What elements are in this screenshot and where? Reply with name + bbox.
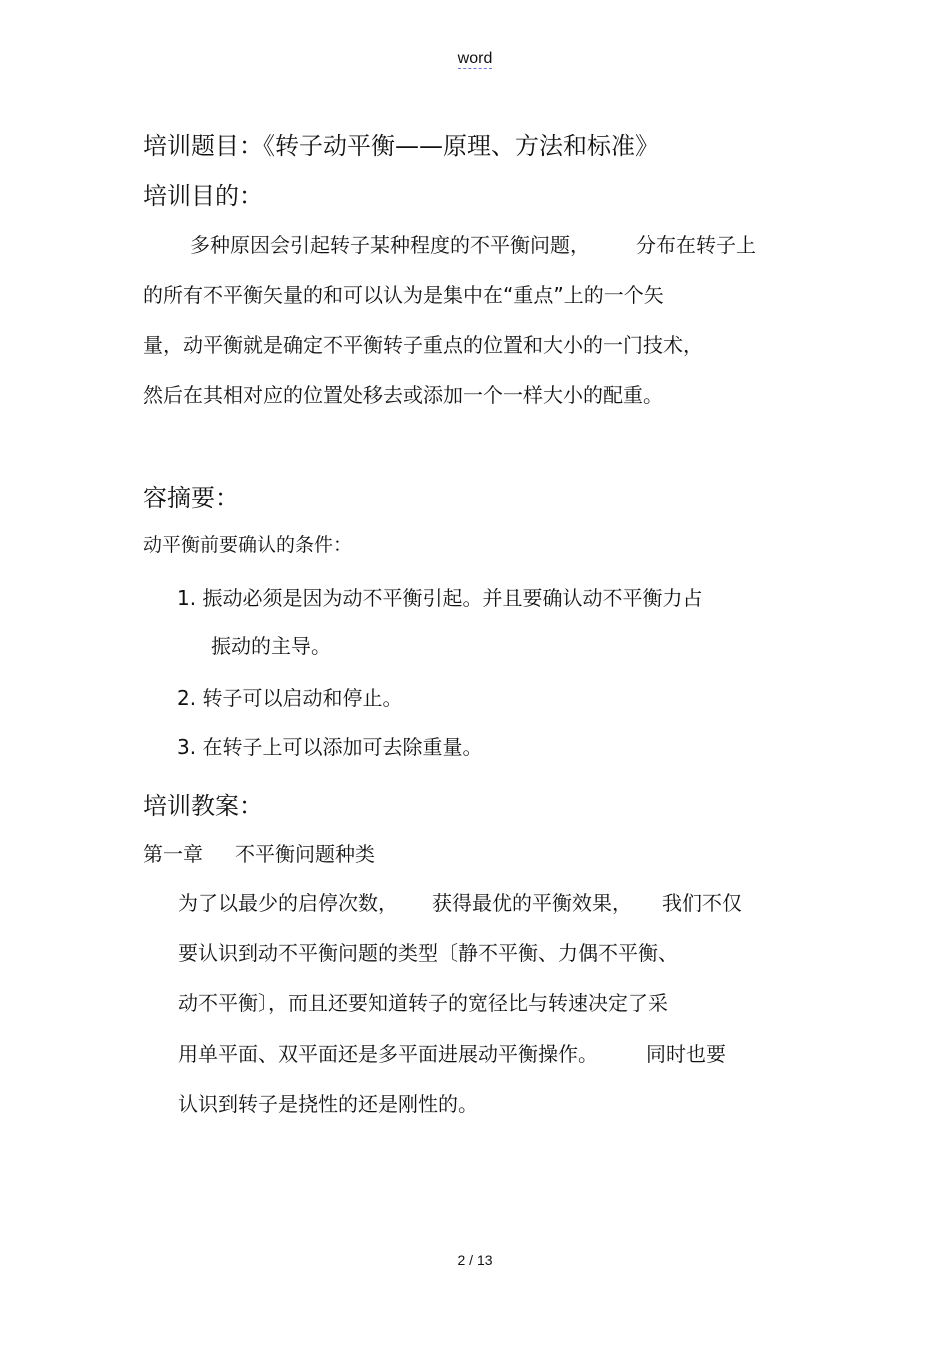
list-item-2-number: 2. [177,686,197,710]
training-goal-heading: 培训目的： [143,182,263,210]
goal-line-1 [190,229,756,258]
list-item-3-number: 3. [177,735,197,759]
list-item-2 [177,682,402,711]
goal-line-1-part-1: 多种原因会引起转子某种程度的不平衡问题， [190,233,590,257]
chapter-heading [143,838,375,867]
plan-line-5: 认识到转子是挠性的还是刚性的。 [178,1092,478,1116]
goal-line-1-part-2: 分布在转子上 [636,233,756,257]
list-item-3-text: 在转子上可以添加可去除重量。 [202,735,483,759]
plan-line-1-part-2: 获得最优的平衡效果， [432,891,632,915]
plan-line-3: 动不平衡〕，而且还要知道转子的宽径比与转速决定了采 [178,991,668,1015]
plan-line-1 [178,887,742,916]
plan-line-1-part-1: 为了以最少的启停次数， [178,891,398,915]
page-number: 2 / 13 [457,1252,493,1268]
list-item-1-number: 1. [177,586,197,610]
goal-line-3: 量，动平衡就是确定不平衡转子重点的位置和大小的一门技术， [143,333,703,357]
goal-line-4: 然后在其相对应的位置处移去或添加一个一样大小的配重。 [143,383,663,407]
chapter-number: 第一章 [143,842,203,866]
list-item-2-text: 转子可以启动和停止。 [202,686,403,710]
list-item-1-continuation: 振动的主导。 [211,634,331,658]
plan-line-4-part-1: 用单平面、双平面还是多平面进展动平衡操作。 [178,1042,598,1066]
summary-intro: 动平衡前要确认的条件： [143,534,353,556]
header-word-link[interactable]: word [457,50,493,67]
goal-line-2: 的所有不平衡矢量的和可以认为是集中在“重点”上的一个矢 [143,283,664,307]
training-title: 培训题目：《转子动平衡——原理、方法和标准》 [143,132,659,160]
plan-heading: 培训教案： [143,792,263,820]
list-item-1 [177,582,702,611]
summary-heading: 容摘要： [143,484,239,512]
chapter-title: 不平衡问题种类 [235,842,375,866]
list-item-1-text: 振动必须是因为动不平衡引起。并且要确认动不平衡力占 [202,586,703,610]
page-header [0,50,950,68]
plan-line-4 [178,1038,726,1067]
list-item-3 [177,731,482,760]
plan-line-1-part-3: 我们不仅 [662,891,742,915]
plan-line-4-part-2: 同时也要 [646,1042,726,1066]
plan-line-2: 要认识到动不平衡问题的类型〔静不平衡、力偶不平衡、 [178,941,678,965]
